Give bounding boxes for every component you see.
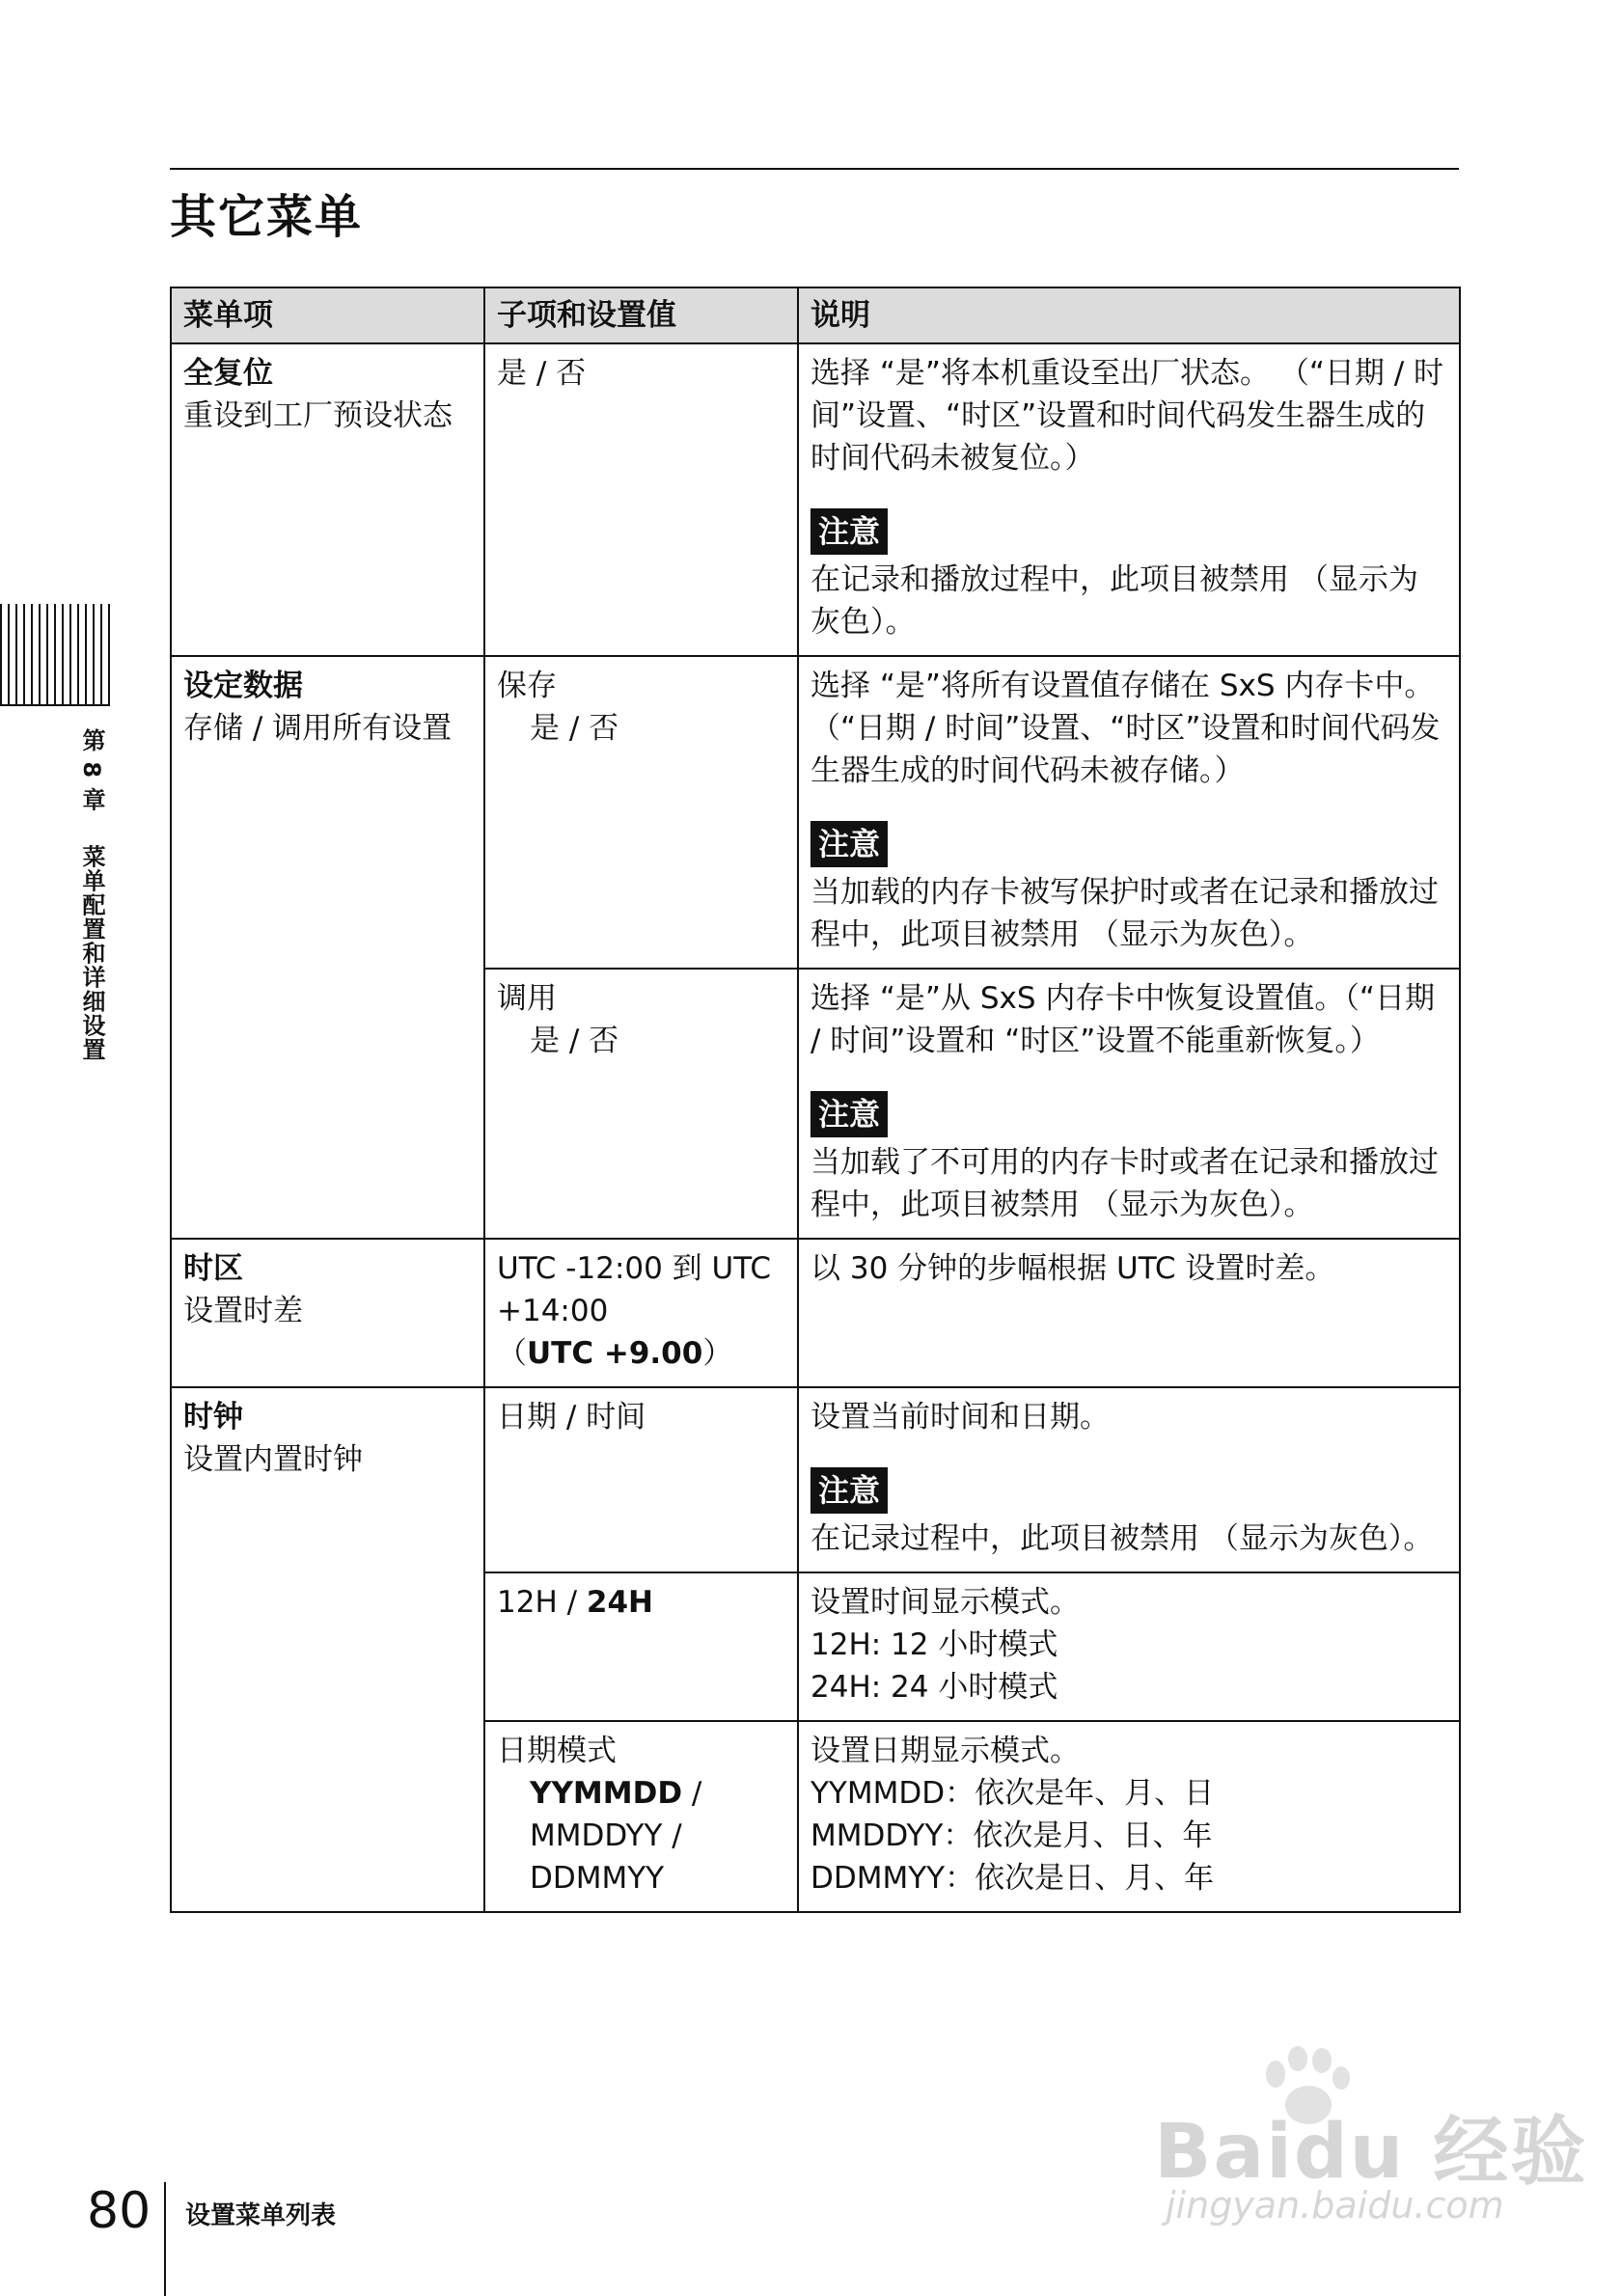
note-text: 当加载了不可用的内存卡时或者在记录和播放过程中，此项目被禁用 （显示为灰色）。: [810, 1145, 1439, 1222]
setting-value: 是 / 否: [497, 356, 587, 391]
header-sub-item: 子项和设置值: [484, 287, 798, 343]
description-cell: [798, 1239, 1460, 1387]
description-text: 选择 “是”将所有设置值存储在 SxS 内存卡中。 （“日期 / 时间”设置、“时区”设置和时间代码发生器生成的时间代码未被存储。）: [810, 669, 1441, 788]
note-badge: 注意: [810, 1091, 888, 1137]
description-cell: [798, 1721, 1460, 1912]
note-badge: 注意: [810, 1467, 888, 1514]
item-desc: 设置内置时钟: [183, 1442, 363, 1477]
description-line: 12H: 12 小时模式: [810, 1627, 1058, 1662]
description-text: 选择 “是”将本机重设至出厂状态。 （“日期 / 时间”设置、“时区”设置和时间代码发生器生成的时间代码未被复位。）: [810, 356, 1444, 476]
setting-value: 12H / 24H: [497, 1585, 654, 1620]
item-title: 设定数据: [183, 669, 303, 703]
header-menu-item: 菜单项: [171, 287, 484, 343]
setting-cell: [484, 343, 798, 656]
setting-cell: [484, 1387, 798, 1572]
description-cell: [798, 969, 1460, 1239]
item-title: 全复位: [183, 356, 273, 391]
item-title: 时钟: [183, 1400, 243, 1435]
note-text: 在记录和播放过程中，此项目被禁用 （显示为灰色）。: [810, 562, 1418, 640]
item-desc: 重设到工厂预设状态: [183, 398, 453, 433]
table-row: [171, 343, 1460, 656]
menu-item-cell: [171, 343, 484, 656]
item-desc: 设置时差: [183, 1294, 303, 1328]
header-description: 说明: [798, 287, 1460, 343]
menu-table: [170, 287, 1461, 1913]
setting-label: 保存: [497, 669, 557, 703]
side-chapter-number: 第 8 章: [78, 728, 105, 812]
setting-range: UTC -12:00 到 UTC +14:00: [497, 1251, 771, 1328]
setting-label: 日期模式: [497, 1734, 617, 1768]
table-row: [171, 656, 1460, 969]
note-text: 在记录过程中，此项目被禁用 （显示为灰色）。: [810, 1521, 1434, 1556]
side-chapter-title: 菜单配置和详细设置: [78, 844, 105, 1062]
setting-cell: [484, 1572, 798, 1721]
description-cell: [798, 343, 1460, 656]
description-line: 24H: 24 小时模式: [810, 1670, 1058, 1705]
item-title: 时区: [183, 1251, 243, 1286]
page-title: 其它菜单: [170, 190, 364, 244]
item-desc: 存储 / 调用所有设置: [183, 711, 453, 746]
side-chapter-label: [75, 728, 109, 1061]
description-line: DDMMYY：依次是日、月、年: [810, 1861, 1215, 1896]
top-rule: [170, 168, 1459, 170]
setting-cell: [484, 969, 798, 1239]
description-cell: [798, 656, 1460, 969]
setting-cell: [484, 1721, 798, 1912]
menu-item-cell: [171, 1387, 484, 1912]
setting-default: （UTC +9.00）: [497, 1336, 733, 1371]
description-text: 选择 “是”从 SxS 内存卡中恢复设置值。（“日期 / 时间”设置和 “时区”设置不能重新恢复。）: [810, 981, 1435, 1058]
setting-value: 日期 / 时间: [497, 1400, 646, 1435]
table-row: [171, 1387, 1460, 1572]
setting-value: 是 / 否: [530, 1024, 619, 1058]
setting-value: YYMMDD / MMDDYY / DDMMYY: [530, 1776, 702, 1896]
description-cell: [798, 1572, 1460, 1721]
description-text: 以 30 分钟的步幅根据 UTC 设置时差。: [810, 1251, 1335, 1286]
note-badge: 注意: [810, 508, 888, 555]
description-cell: [798, 1387, 1460, 1572]
menu-item-cell: [171, 656, 484, 1239]
description-line: YYMMDD：依次是年、月、日: [810, 1776, 1215, 1811]
footer-divider: [164, 2182, 166, 2296]
chapter-tab-divider: [0, 704, 110, 706]
watermark-url: jingyan.baidu.com: [1166, 2184, 1504, 2227]
note-badge: 注意: [810, 821, 888, 867]
menu-item-cell: [171, 1239, 484, 1387]
chapter-tab-stripes: [0, 604, 110, 704]
description-line: MMDDYY：依次是月、日、年: [810, 1818, 1213, 1853]
setting-value: 是 / 否: [530, 711, 619, 746]
description-text: 设置当前时间和日期。: [810, 1400, 1110, 1435]
description-text: 设置时间显示模式。: [810, 1585, 1080, 1620]
watermark-brand: Baidu 经验: [1154, 2109, 1588, 2196]
setting-cell: [484, 1239, 798, 1387]
description-text: 设置日期显示模式。: [810, 1734, 1080, 1768]
page-number: 80: [87, 2182, 151, 2240]
note-text: 当加载的内存卡被写保护时或者在记录和播放过程中，此项目被禁用 （显示为灰色）。: [810, 875, 1439, 952]
setting-cell: [484, 656, 798, 969]
table-row: [171, 1239, 1460, 1387]
footer-section-title: 设置菜单列表: [185, 2201, 337, 2230]
table-header-row: [171, 287, 1460, 343]
setting-label: 调用: [497, 981, 557, 1016]
